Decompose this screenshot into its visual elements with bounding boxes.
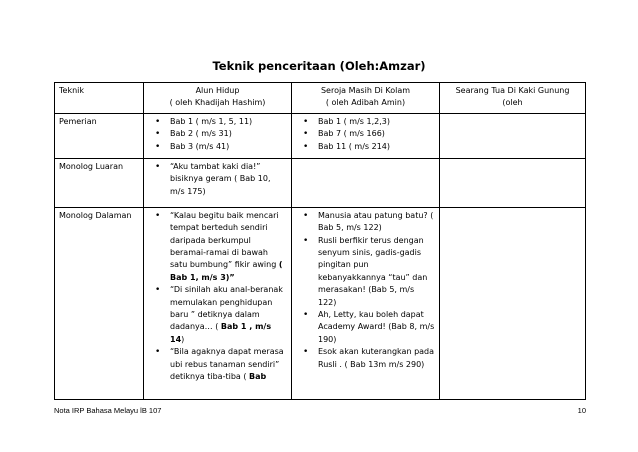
list-item: • “Bila agaknya dapat merasa ubi rebus tanaman sendiri” detiknya tiba-tiba ( Bab <box>148 346 287 383</box>
monolog-luaran-seroja-cell <box>292 158 440 207</box>
list-item: • Bab 3 (m/s 41) <box>148 141 287 153</box>
monolog-dalaman-seroja-cell <box>292 207 440 399</box>
footer-note: Nota IRP Bahasa Melayu lB 107 <box>54 406 162 415</box>
monolog-luaran-alun-hidup-cell <box>144 158 292 207</box>
page-number: 10 <box>577 406 586 415</box>
list-item: • Bab 2 ( m/s 31) <box>148 128 287 140</box>
monolog-dalaman-searang-cell <box>440 207 586 399</box>
row-label-monolog-luaran: Monolog Luaran <box>55 158 144 207</box>
pemerian-seroja-cell <box>292 113 440 158</box>
list-item: • Bab 7 ( m/s 166) <box>296 128 435 140</box>
row-label-pemerian: Pemerian <box>55 113 144 158</box>
list-item: • Rusli berfikir terus dengan senyum sinis, gadis-gadis pingitan pun kebanyakkannya “tau” dan merasakan! (Bab 5, m/s 122) <box>296 235 435 309</box>
list-item: • Bab 11 ( m/s 214) <box>296 141 435 153</box>
pemerian-alun-hidup-cell <box>144 113 292 158</box>
table-header-row <box>55 83 586 114</box>
list-item: • Bab 1 ( m/s 1,2,3) <box>296 116 435 128</box>
row-label-monolog-dalaman: Monolog Dalaman <box>55 207 144 399</box>
monolog-luaran-searang-cell <box>440 158 586 207</box>
list-item: • Ah, Letty, kau boleh dapat Academy Award! (Bab 8, m/s 190) <box>296 309 435 346</box>
pemerian-searang-cell <box>440 113 586 158</box>
monolog-dalaman-alun-hidup-cell <box>144 207 292 399</box>
techniques-table <box>54 82 586 400</box>
table-row <box>55 158 586 207</box>
page-title: Teknik penceritaan (Oleh:Amzar) <box>212 59 426 73</box>
table-row <box>55 113 586 158</box>
list-item: • “Kalau begitu baik mencari tempat berteduh sendiri daripada berkumpul beramai-ramai di bawah satu bumbung” fikir awing ( Bab 1, m/s 3)” <box>148 210 287 284</box>
list-item: • Esok akan kuterangkan pada Rusli . ( Bab 13m m/s 290) <box>296 346 435 371</box>
list-item: • Manusia atau patung batu? ( Bab 5, m/s 122) <box>296 210 435 235</box>
list-item: • “Aku tambat kaki dia!” bisiknya geram ( Bab 10, m/s 175) <box>148 161 287 198</box>
list-item: • Bab 1 ( m/s 1, 5, 11) <box>148 116 287 128</box>
list-item: • “Di sinilah aku anal-beranak memulakan penghidupan baru ” detiknya dalam dadanya… ( Bab 1 , m/s 14) <box>148 284 287 346</box>
table-row <box>55 207 586 399</box>
header-seroja: Seroja Masih Di Kolam ( oleh Adibah Amin) <box>292 83 440 114</box>
header-searang-tua: Searang Tua Di Kaki Gunung (oleh <box>440 83 586 114</box>
header-alun-hidup: Alun Hidup ( oleh Khadijah Hashim) <box>144 83 292 114</box>
header-teknik: Teknik <box>55 83 144 114</box>
